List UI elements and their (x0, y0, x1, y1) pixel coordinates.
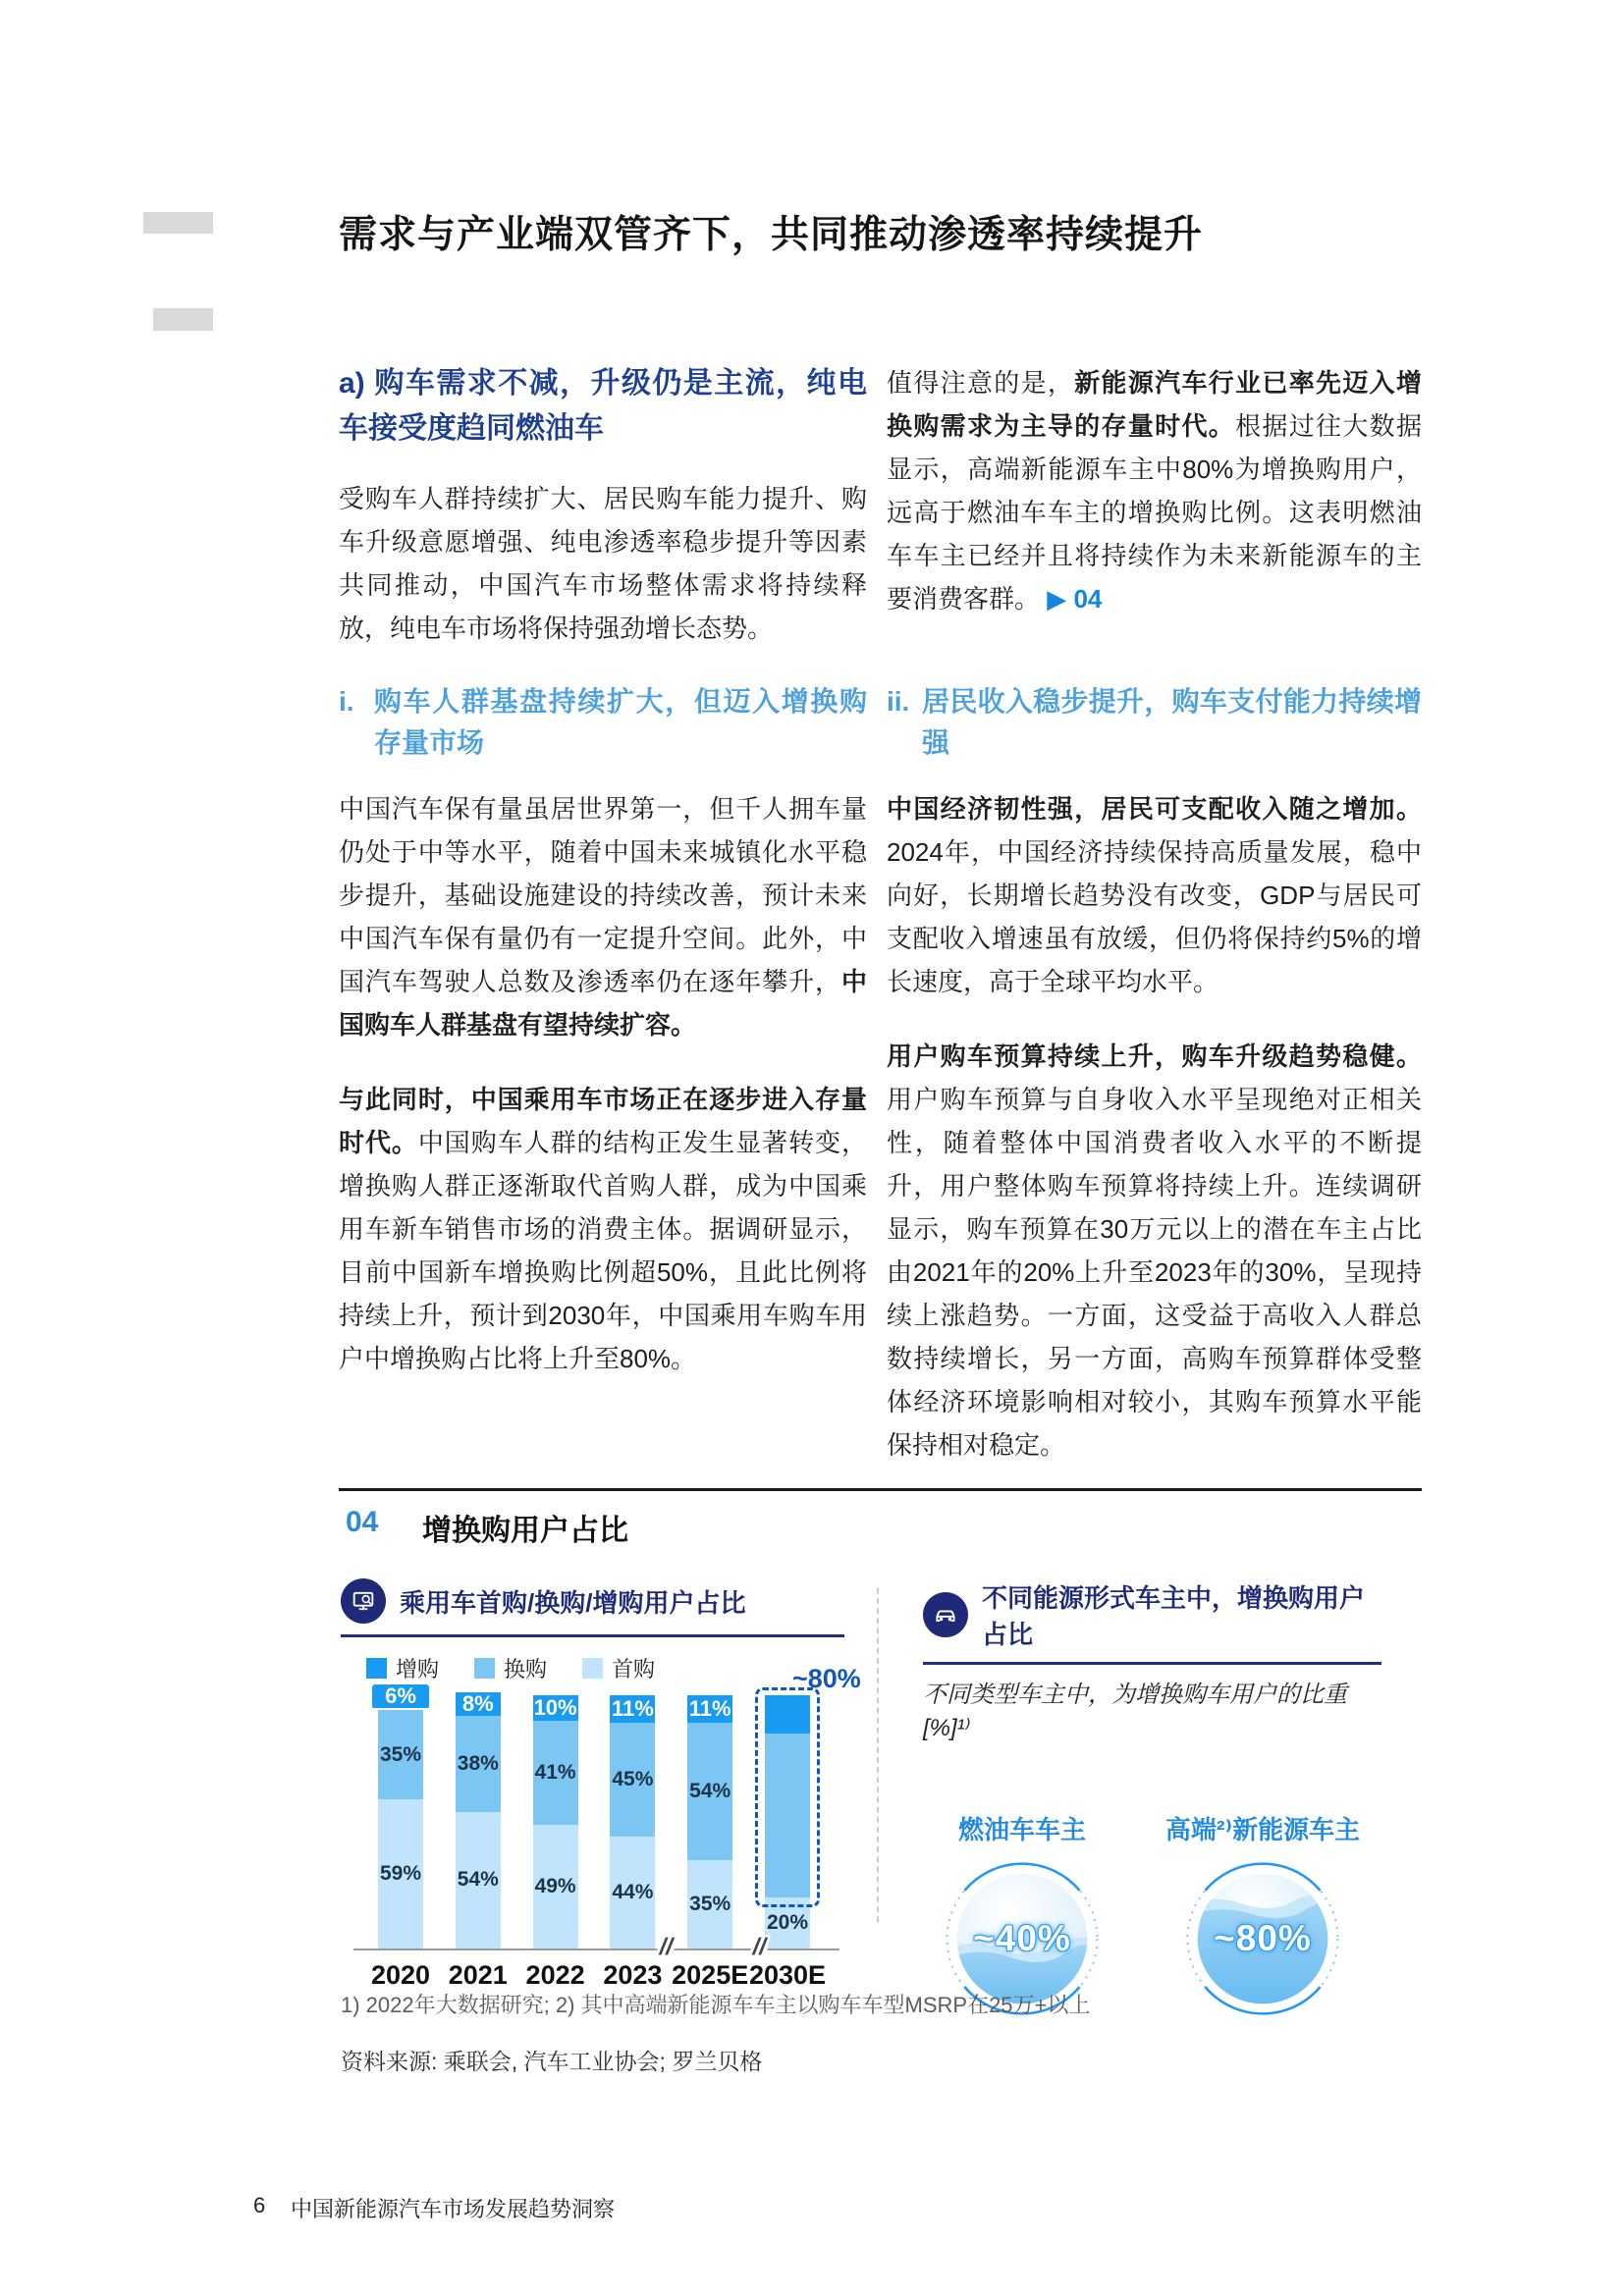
paragraph (339, 787, 867, 1046)
bar-value-label: 41% (534, 1760, 576, 1784)
bar-2022 (533, 1695, 578, 1949)
text-column-left (339, 361, 867, 1412)
page-number: 6 (253, 2193, 266, 2217)
gauge-area (923, 1745, 1381, 2001)
axis-break-mark: // (657, 1934, 677, 1960)
bar-value-label: 44% (612, 1881, 654, 1904)
bar-chart-panel (341, 1578, 861, 2015)
bar-segment-首购 (533, 1825, 578, 1949)
figure-panels (341, 1578, 1422, 2010)
bar-segment-换购 (610, 1723, 655, 1837)
figure-number: 04 (346, 1506, 379, 1538)
bar-segment-换购 (533, 1721, 578, 1825)
gauge-label-fuel: 燃油车车主 (957, 1815, 1086, 1844)
text-run-bold: 用户购车预算持续上升，购车升级趋势稳健。 (887, 1041, 1422, 1071)
gauge-fuel-value: ~40% (973, 1918, 1071, 1958)
section-i-number: i. (339, 686, 354, 717)
bar-segment-首购 (378, 1799, 423, 1949)
bar-2023 (610, 1695, 655, 1949)
section-a-heading: a) 购车需求不减，升级仍是主流，纯电车接受度趋同燃油车 (339, 367, 867, 445)
bar-segment-首购 (687, 1860, 732, 1949)
gauge-panel-title: 不同能源形式车主中，增换购用户占比 (982, 1583, 1366, 1649)
figure-source: 资料来源: 乘联会, 汽车工业协会; 罗兰贝格 (341, 2049, 763, 2074)
section-i-heading-text: 购车人群基盘持续扩大，但迈入增换购存量市场 (374, 686, 867, 758)
bar-value-label: 45% (612, 1768, 654, 1791)
section-ii-heading-text: 居民收入稳步提升，购车支付能力持续增强 (922, 686, 1422, 758)
bar-segment-增购 (372, 1684, 429, 1710)
bar-value-label: 6% (385, 1683, 416, 1709)
bar-value-label: 11% (611, 1696, 654, 1722)
figure-divider-rule (339, 1488, 1422, 1491)
section-ii-number: ii. (887, 686, 910, 717)
bar-segment-首购 (456, 1812, 501, 1949)
figure-footnote: 1) 2022年大数据研究; 2) 其中高端新能源车车主以购车车型MSRP在25万+以上 (341, 1993, 1091, 2017)
x-axis-tick-label: 2020 (370, 1960, 431, 1990)
figure-04-reference[interactable]: ▶ 04 (1047, 584, 1103, 614)
bar-chart-legend (366, 1653, 844, 1683)
bar-value-label: 54% (689, 1780, 731, 1803)
paragraph (887, 361, 1422, 620)
text-run: 值得注意的是， (887, 368, 1075, 398)
bar-segment-增购 (687, 1695, 732, 1723)
footer-doc-title: 中国新能源汽车市场发展趋势洞察 (291, 2197, 616, 2221)
bar-value-label: 20% (766, 1911, 809, 1935)
text-run: 2024年，中国经济持续保持高质量发展，稳中向好，长期增长趋势没有改变，GDP与居民可支配收入增速虽有放缓，但仍将保持约5%的增长速度，高于全球平均水平。 (887, 837, 1422, 996)
annotation-dashed-box (755, 1687, 820, 1907)
bar-segment-换购 (456, 1716, 501, 1812)
x-axis-tick-label: 2025E (672, 1960, 749, 1990)
text-run: 中国购车人群的结构正发生显著转变，增换购人群正逐渐取代首购人群，成为中国乘用车新车销售市场的消费主体。据调研显示，目前中国新车增换购比例超50%，且此比例将持续上升，预计到2030年，中国乘用车购车用户中增换购占比将上升至80%。 (339, 1128, 867, 1373)
x-axis-tick-label: 2021 (448, 1960, 508, 1990)
text-run-bold: 新能源汽车行业已率先迈入增换购需求为主导的存量时代。 (887, 368, 1422, 441)
bar-segment-增购 (610, 1695, 655, 1723)
paragraph (887, 787, 1422, 1003)
bar-segment-增购 (533, 1695, 578, 1721)
bar-segment-增购 (456, 1692, 501, 1716)
panel-divider (877, 1588, 879, 1922)
legend-swatch (366, 1658, 387, 1679)
gauge-nev-owners (1179, 1855, 1346, 2022)
bar-value-label: 8% (461, 1690, 494, 1716)
bar-value-label: 38% (457, 1751, 499, 1775)
bar-segment-换购 (378, 1710, 423, 1798)
axis-break-mark: // (750, 1934, 770, 1960)
x-axis-tick-label: 2022 (525, 1960, 585, 1990)
bar-value-label: 54% (457, 1868, 499, 1892)
bar-chart-panel-title: 乘用车首购/换购/增购用户占比 (400, 1587, 746, 1618)
legend-item (474, 1653, 547, 1683)
figure-title: 增换购用户占比 (422, 1515, 628, 1547)
text-run-bold: 与此同时，中国乘用车市场正在逐步进入存量时代。 (339, 1085, 867, 1157)
legend-item (366, 1653, 439, 1683)
bar-2021 (456, 1692, 501, 1949)
decor-gray-bar-bottom (153, 308, 213, 331)
x-axis-tick-label: 2030E (748, 1960, 827, 1990)
decor-gray-bar-top (143, 212, 213, 234)
bar-segment-首购 (610, 1837, 655, 1949)
bar-chart-panel-header (341, 1578, 844, 1637)
monitor-search-icon (341, 1578, 386, 1624)
gauge-panel (923, 1578, 1381, 2001)
paragraph (887, 1035, 1422, 1467)
bar-value-label: 35% (379, 1742, 422, 1766)
legend-swatch (474, 1658, 495, 1679)
page-title: 需求与产业端双管齐下，共同推动渗透率持续提升 (339, 214, 1204, 256)
annotation-label: ~80% (792, 1664, 861, 1693)
bar-value-label: 11% (688, 1696, 731, 1722)
bar-segment-换购 (687, 1723, 732, 1859)
text-run: 中国汽车保有量虽居世界第一，但千人拥车量仍处于中等水平，随着中国未来城镇化水平稳步提升，基础设施建设的持续改善，预计未来中国汽车保有量仍有一定提升空间。此外，中国汽车驾驶人总数及渗透率仍在逐年攀升， (339, 794, 867, 996)
legend-item (582, 1653, 655, 1683)
section-i-heading (339, 681, 867, 764)
paragraph (339, 1078, 867, 1380)
bar-value-label: 49% (534, 1874, 576, 1897)
text-run: 根据过往大数据显示，高端新能源车主中80%为增换购用户，远高于燃油车车主的增换购比例。这表明燃油车车主已经并且将持续作为未来新能源车的主要消费客群。 (887, 411, 1422, 614)
bar-value-label: 59% (379, 1861, 422, 1885)
text-run-bold: 中国购车人群基盘有望持续扩容。 (339, 967, 867, 1040)
legend-label: 首购 (612, 1657, 656, 1682)
gauge-nev-value: ~80% (1214, 1918, 1312, 1958)
gauge-label-nev: 高端²⁾新能源车主 (1164, 1815, 1361, 1844)
x-axis-tick-label: 2023 (603, 1960, 663, 1990)
text-run: 受购车人群持续扩大、居民购车能力提升、购车升级意愿增强、纯电渗透率稳步提升等因素共同推动，中国汽车市场整体需求将持续释放，纯电车市场将保持强劲增长态势。 (339, 484, 867, 643)
bar-value-label: 35% (689, 1892, 731, 1915)
legend-label: 换购 (504, 1657, 548, 1682)
legend-swatch (582, 1658, 603, 1679)
gauge-panel-header (923, 1578, 1381, 1665)
text-run-bold: 中国经济韧性强，居民可支配收入随之增加。 (887, 794, 1422, 824)
paragraph (339, 477, 867, 650)
section-ii-heading (887, 681, 1422, 764)
text-column-right (887, 361, 1422, 1498)
text-run: 用户购车预算与自身收入水平呈现绝对正相关性，随着整体中国消费者收入水平的不断提升，用户整体购车预算将持续上升。连续调研显示，购车预算在30万元以上的潜在车主占比由2021年的20%上升至2023年的30%，呈现持续上涨趋势。一方面，这受益于高收入人群总数持续增长，另一方面，高购车预算群体受整体经济环境影响相对较小，其购车预算水平能保持相对稳定。 (887, 1085, 1422, 1460)
legend-label: 增购 (396, 1657, 440, 1682)
bar-2020 (378, 1684, 423, 1949)
car-icon (923, 1592, 968, 1637)
bar-2025E (687, 1695, 732, 1949)
gauge-panel-subtitle: 不同类型车主中，为增换购车用户的比重[%]¹⁾ (923, 1682, 1347, 1741)
bar-value-label: 10% (533, 1694, 577, 1720)
